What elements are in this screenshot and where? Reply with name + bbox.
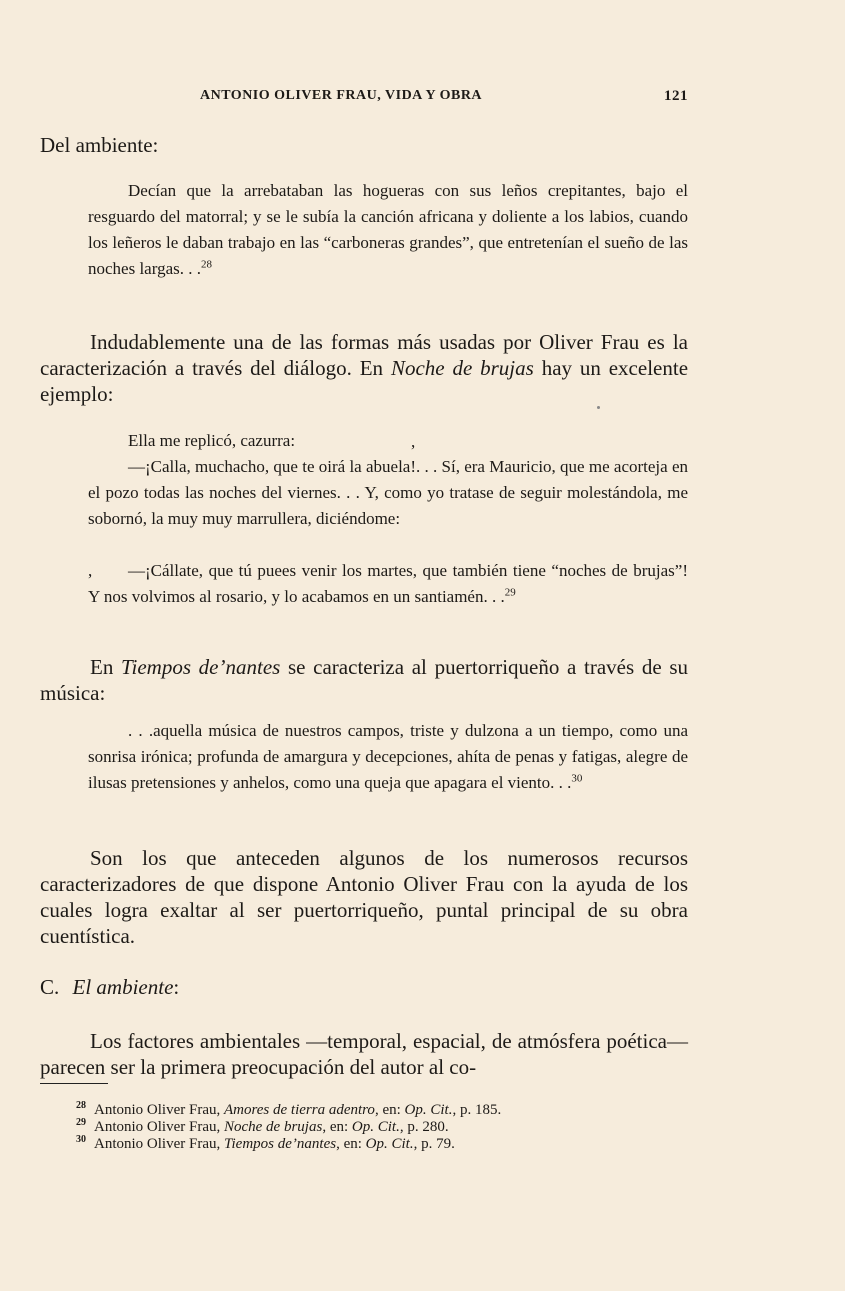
footnote-cit: Op. Cit. <box>351 1119 400 1135</box>
footnote-page: , p. 79. <box>413 1136 455 1152</box>
section-letter: C. <box>40 975 60 999</box>
footnote-title: Noche de brujas <box>223 1119 323 1135</box>
stray-comma: , <box>411 432 416 451</box>
section-title: El ambiente <box>72 975 174 999</box>
quote-2-intro: Ella me replicó, cazurra: <box>128 431 296 450</box>
footnote-title: Amores de tierra adentro <box>223 1102 375 1118</box>
paragraph-2-text: En <box>90 655 121 679</box>
footnote-cit: Op. Cit. <box>365 1136 414 1152</box>
footnote-number: 29 <box>76 1117 86 1128</box>
footnote-page: , p. 280. <box>399 1119 449 1135</box>
paragraph-1 <box>40 329 688 407</box>
footnote-number: 30 <box>76 1134 86 1145</box>
footnote-30 <box>76 1131 455 1153</box>
footnote-author: Antonio Oliver Frau, <box>94 1136 224 1152</box>
footnote-author: Antonio Oliver Frau, <box>94 1119 224 1135</box>
footnote-ref-28: 28 <box>201 258 212 271</box>
footnote-sep: , en: <box>322 1119 352 1135</box>
footnote-sep: , en: <box>336 1136 366 1152</box>
paragraph-2 <box>40 654 688 706</box>
paragraph-2-text-end: se caracteriza al puertorriqueño a través de su música: <box>40 655 688 705</box>
subheading-del-ambiente: Del ambiente: <box>40 133 159 157</box>
quote-2-dialogue-1: —¡Calla, muchacho, que te oirá la abuela!. . . Sí, era Mauricio, que me acorteja en el pozo todas las noches del viernes. . . Y, como yo tratase de seguir molestándola, me sobornó, la muy muy marrullera, diciéndome: <box>88 457 688 528</box>
footnote-ref-30: 30 <box>571 772 583 785</box>
footnote-title: Tiempos de’nantes <box>223 1136 337 1152</box>
stray-comma-2: , <box>88 561 93 580</box>
footnote-rule <box>40 1083 108 1084</box>
section-c-heading <box>40 974 688 1000</box>
quote-2-dialogue-2 <box>88 558 688 610</box>
quote-1 <box>88 178 688 282</box>
work-title-noche-de-brujas: Noche de brujas <box>390 356 534 380</box>
ink-speck <box>597 406 600 409</box>
quote-3 <box>88 718 688 796</box>
footnote-number: 28 <box>76 1100 86 1111</box>
footnote-sep: , en: <box>374 1102 405 1118</box>
paragraph-1-text: Indudablemente una de las formas más usadas por Oliver Frau es la caracterización a través del diálogo. En <box>40 330 688 380</box>
quote-3-text: . . .aquella música de nuestros campos, triste y dulzona a un tiempo, como una sonrisa irónica; profunda de amargura y decepciones, ahíta de penas y fatigas, alegre de ilusas pretensiones y anhelos, como una queja que apagara el viento. . . <box>88 721 688 792</box>
footnote-ref-29: 29 <box>504 586 516 599</box>
footnote-page: , p. 185. <box>452 1102 502 1118</box>
quote-2-dialogue-2-text: —¡Cállate, que tú puees venir los martes, que también tiene “noches de brujas”! Y nos volvimos al rosario, y lo acabamos en un santiamén. . . <box>88 561 688 606</box>
paragraph-1-text-end: hay un excelente ejemplo: <box>40 356 689 406</box>
running-title: ANTONIO OLIVER FRAU, VIDA Y OBRA <box>200 88 483 103</box>
work-title-tiempos-de-nantes: Tiempos de’nantes <box>121 655 281 679</box>
footnote-cit: Op. Cit. <box>404 1102 453 1118</box>
paragraph-4: Los factores ambientales —temporal, espacial, de atmósfera poética— parecen ser la primera preocupación del autor al co- <box>40 1029 688 1079</box>
paragraph-3: Son los que anteceden algunos de los numerosos recursos caracterizadores de que dispone Antonio Oliver Frau con la ayuda de los cuales logra exaltar al ser puertorriqueño, puntal principal de su obra cuentística. <box>40 846 688 948</box>
running-header <box>200 88 688 104</box>
quote-1-text: Decían que la arrebataban las hogueras con sus leños crepitantes, bajo el resguardo del matorral; y se le subía la canción africana y doliente a los labios, cuando los leñeros le daban trabajo en las “carboneras grandes”, que entretenían el sueño de las noches largas. . . <box>88 181 688 278</box>
section-colon: : <box>173 975 180 999</box>
footnote-author: Antonio Oliver Frau, <box>94 1102 224 1118</box>
page-number: 121 <box>664 88 688 104</box>
